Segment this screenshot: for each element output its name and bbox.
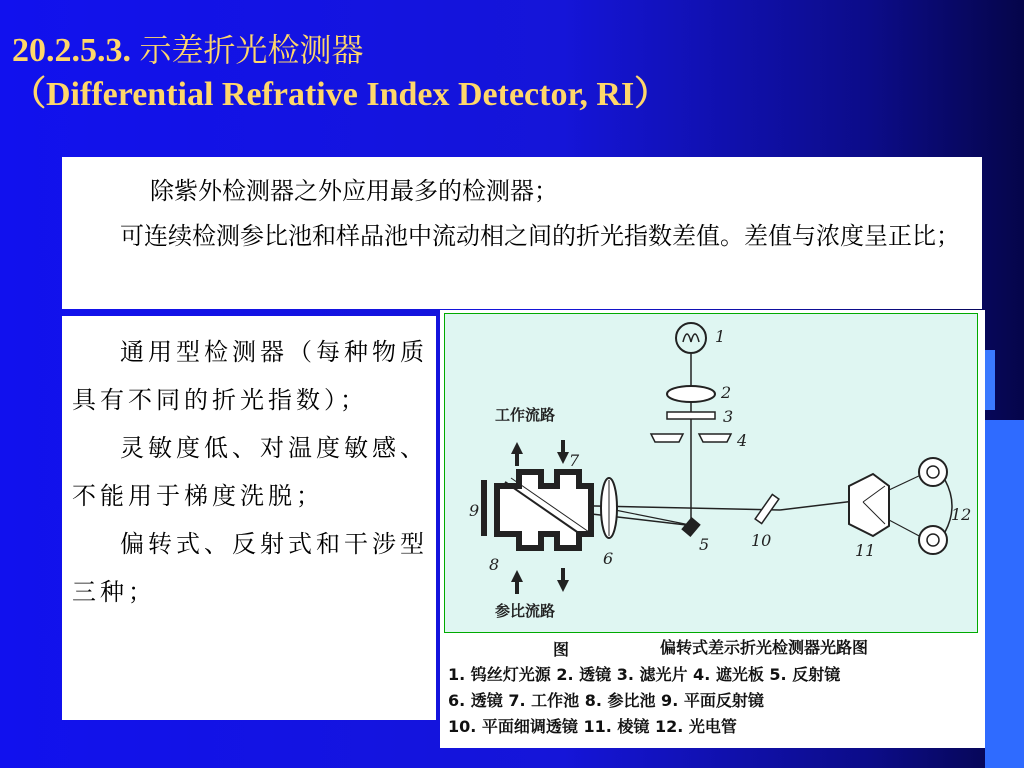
svg-text:7: 7 [569,451,580,470]
optical-diagram [445,314,977,632]
work-path-label: 工作流路 [495,406,556,424]
feature-sensitivity: 灵敏度低、对温度敏感、不能用于梯度洗脱； [72,434,428,510]
legend-line-2: 6. 透镜 7. 工作池 8. 参比池 9. 平面反射镜 [448,691,764,710]
figure-caption [448,632,978,742]
mirror-icon [681,517,700,537]
svg-text:1: 1 [715,327,726,346]
svg-text:10: 10 [751,531,772,550]
title-english: （Differential Refrative Index Detector, RI） [12,76,669,113]
feature-universal: 通用型检测器（每种物质具有不同的折光指数）； [72,338,428,414]
svg-text:2: 2 [721,383,732,402]
ref-path-label: 参比流路 [495,602,556,620]
legend-line-1: 1. 钨丝灯光源 2. 透镜 3. 滤光片 4. 遮光板 5. 反射镜 [448,665,841,684]
intro-text-box [62,157,982,309]
lamp-icon [676,323,706,353]
prism-icon [849,474,889,536]
features-text-box [62,316,436,720]
svg-text:3: 3 [723,407,734,426]
intro-line-2: 可连续检测参比池和样品池中流动相之间的折光指数差值。差值与浓度呈正比； [120,222,960,250]
svg-text:5: 5 [699,535,710,554]
intro-line-1: 除紫外检测器之外应用最多的检测器； [150,177,558,205]
svg-text:8: 8 [489,555,500,574]
svg-text:11: 11 [855,541,876,560]
slide-title [12,28,1012,117]
caption-title: 偏转式差示折光检测器光路图 [660,638,869,657]
caption-fig-label: 图 [553,640,570,659]
svg-text:6: 6 [603,549,614,568]
optical-path-figure [440,310,985,748]
flow-cell-icon [481,472,591,548]
diagram-panel [444,313,978,633]
title-chinese: 示差折光检测器 [139,31,364,69]
feature-types: 偏转式、反射式和干涉型三种； [72,530,428,606]
svg-text:4: 4 [737,431,748,450]
title-number: 20.2.5.3. [12,32,131,69]
filter-icon [667,412,715,419]
lens-icon [667,386,715,402]
svg-text:9: 9 [469,501,480,520]
decorative-strip [985,420,1024,768]
svg-text:12: 12 [951,505,972,524]
legend-line-3: 10. 平面细调透镜 11. 棱镜 12. 光电管 [448,717,737,736]
